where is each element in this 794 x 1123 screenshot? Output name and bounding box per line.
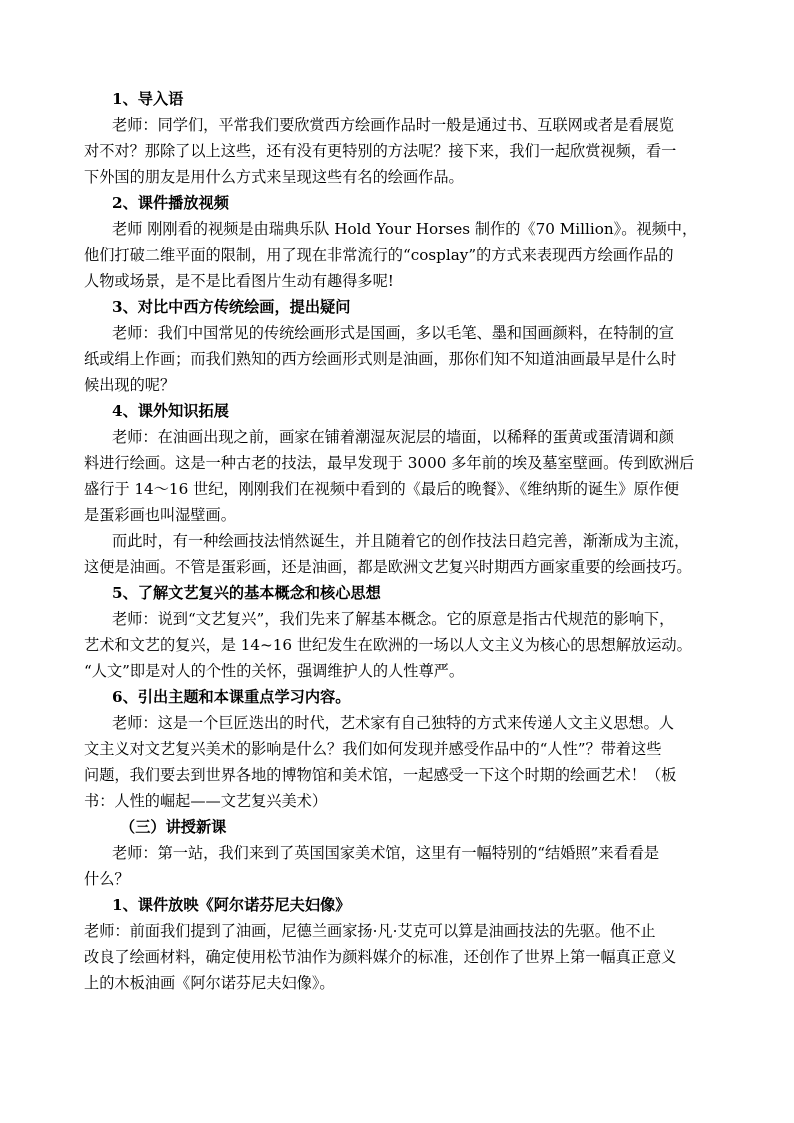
paragraph-line: 老师：我们中国常见的传统绘画形式是国画，多以毛笔、墨和国画颜料，在特制的宣: [112, 324, 674, 342]
paragraph-line: 上的木板油画《阿尔诺芬尼夫妇像》。: [84, 974, 335, 992]
heading-renaissance: 5、了解文艺复兴的基本概念和核心思想: [112, 584, 381, 602]
heading-arnolfini: 1、课件放映《阿尔诺芬尼夫妇像》: [112, 896, 351, 914]
paragraph-line: 艺术和文艺的复兴，是 14~16 世纪发生在欧洲的一场以人文主义为核心的思想解放运动。: [84, 636, 692, 654]
heading-new-lesson: （三）讲授新课: [120, 818, 227, 836]
paragraph-line: 什么？: [84, 870, 130, 888]
heading-theme: 6、引出主题和本课重点学习内容。: [112, 688, 351, 706]
paragraph-line: 书：人性的崛起——文艺复兴美术）: [84, 792, 327, 810]
paragraph-line: 料进行绘画。这是一种古老的技法，最早发现于 3000 多年前的埃及墓室壁画。传到欧洲后: [84, 454, 695, 472]
paragraph-line: 问题，我们要去到世界各地的博物馆和美术馆，一起感受一下这个时期的绘画艺术！（板: [84, 766, 677, 784]
paragraph-line: 对不对？那除了以上这些，还有没有更特别的方法呢？接下来，我们一起欣赏视频，看一: [84, 142, 677, 160]
heading-compare: 3、对比中西方传统绘画，提出疑问: [112, 298, 351, 316]
paragraph-line: 候出现的呢？: [84, 376, 176, 394]
paragraph-line: 下外国的朋友是用什么方式来呈现这些有名的绘画作品。: [84, 168, 464, 186]
paragraph-line: 老师：说到“文艺复兴”，我们先来了解基本概念。它的原意是指古代规范的影响下，: [112, 610, 675, 628]
paragraph-line: 他们打破二维平面的限制，用了现在非常流行的“cosplay”的方式来表现西方绘画作品的: [84, 246, 674, 264]
heading-intro: 1、导入语: [112, 90, 184, 108]
paragraph-line: 文主义对文艺复兴美术的影响是什么？我们如何发现并感受作品中的“人性”？带着这些: [84, 740, 662, 758]
paragraph-line: 人物或场景，是不是比看图片生动有趣得多呢!: [84, 272, 394, 290]
paragraph-line: 老师：这是一个巨匠迭出的时代，艺术家有自己独特的方式来传递人文主义思想。人: [112, 714, 674, 732]
paragraph-line: 盛行于 14～16 世纪，刚刚我们在视频中看到的《最后的晚餐》、《维纳斯的诞生》原作便: [84, 480, 680, 498]
paragraph-line: 老师：同学们，平常我们要欣赏西方绘画作品时一般是通过书、互联网或者是看展览: [112, 116, 674, 134]
paragraph-line: 老师 刚刚看的视频是由瑞典乐队 Hold Your Horses 制作的《70 Million》。视频中，: [112, 220, 698, 238]
paragraph-line: “人文”即是对人的个性的关怀，强调维护人的人性尊严。: [84, 662, 465, 680]
heading-extension: 4、课外知识拓展: [112, 402, 229, 420]
paragraph-line: 老师：第一站，我们来到了英国国家美术馆，这里有一幅特别的“结婚照”来看看是: [112, 844, 660, 862]
paragraph-line: 老师：前面我们提到了油画，尼德兰画家扬·凡·艾克可以算是油画技法的先驱。他不止: [84, 922, 656, 940]
paragraph-line: 纸或绢上作画；而我们熟知的西方绘画形式则是油画，那你们知不知道油画最早是什么时: [84, 350, 677, 368]
heading-video: 2、课件播放视频: [112, 194, 229, 212]
paragraph-line: 改良了绘画材料，确定使用松节油作为颜料媒介的标准，还创作了世界上第一幅真正意义: [84, 948, 677, 966]
paragraph-line: 这便是油画。不管是蛋彩画，还是油画，都是欧洲文艺复兴时期西方画家重要的绘画技巧。: [84, 558, 692, 576]
paragraph-line: 而此时，有一种绘画技法悄然诞生，并且随着它的创作技法日趋完善，渐渐成为主流，: [112, 532, 690, 550]
paragraph-line: 是蛋彩画也叫湿壁画。: [84, 506, 236, 524]
paragraph-line: 老师：在油画出现之前，画家在铺着潮湿灰泥层的墙面，以稀释的蛋黄或蛋清调和颜: [112, 428, 674, 446]
